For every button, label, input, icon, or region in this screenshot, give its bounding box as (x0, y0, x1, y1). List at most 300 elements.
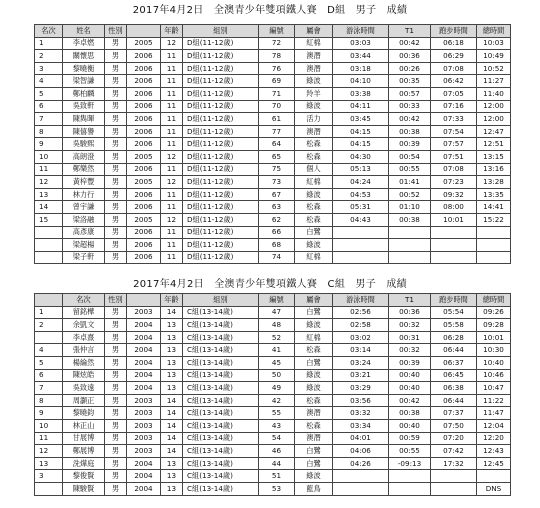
table-cell: 10 (35, 419, 63, 432)
table-cell: 12:00 (477, 113, 511, 126)
table-cell: 00:52 (389, 188, 431, 201)
table-cell: 03:03 (333, 37, 389, 50)
table-cell: 70 (259, 100, 295, 113)
column-header (35, 294, 63, 307)
table-row (35, 226, 511, 239)
table-cell: 00:42 (389, 113, 431, 126)
table-cell: 黎俊賢 (63, 470, 105, 483)
table-cell: 07:20 (431, 432, 477, 445)
table-cell (35, 239, 63, 252)
table-row (35, 100, 511, 113)
table-cell: 2006 (127, 251, 161, 264)
table-cell (431, 470, 477, 483)
table-cell: 男 (105, 319, 127, 332)
table-row (35, 176, 511, 189)
table-cell: 10:03 (477, 37, 511, 50)
table-row (35, 445, 511, 458)
table-cell: -09:13 (389, 457, 431, 470)
column-header: 跑步時間 (431, 25, 477, 38)
table-cell: 13 (161, 470, 183, 483)
table-cell (389, 239, 431, 252)
table-cell: 03:56 (333, 394, 389, 407)
table-cell: C組(13-14歲) (183, 432, 259, 445)
table-cell: 男 (105, 445, 127, 458)
column-header: 性別 (105, 294, 127, 307)
table-cell: 10:01 (431, 213, 477, 226)
table-cell: 2003 (127, 407, 161, 420)
table-cell: 鄭柏麟 (63, 87, 105, 100)
table-cell: 03:18 (333, 62, 389, 75)
table-cell: 00:38 (389, 407, 431, 420)
table-cell: 10:01 (477, 331, 511, 344)
table-cell: 04:30 (333, 150, 389, 163)
table-cell: 12:00 (477, 100, 511, 113)
table-cell: 06:18 (431, 37, 477, 50)
table-cell: C組(13-14歲) (183, 306, 259, 319)
table-cell: 06:28 (431, 331, 477, 344)
table-cell: 13 (35, 457, 63, 470)
table-cell: 07:50 (431, 419, 477, 432)
table-cell: 松森 (295, 201, 333, 214)
table-cell: 男 (105, 239, 127, 252)
table-cell: 黎曉鈞 (63, 407, 105, 420)
table-cell: 鄭展博 (63, 445, 105, 458)
table-cell: 男 (105, 100, 127, 113)
table-cell: D組(11-12歲) (183, 213, 259, 226)
table-cell: 03:14 (333, 344, 389, 357)
table-cell: 男 (105, 432, 127, 445)
table-cell: 00:40 (389, 419, 431, 432)
table-cell: C組(13-14歲) (183, 344, 259, 357)
table-cell: 13 (161, 344, 183, 357)
table-cell: 04:15 (333, 125, 389, 138)
table-cell: 07:08 (431, 163, 477, 176)
table-cell (333, 470, 389, 483)
table-cell: 吳致軒 (63, 100, 105, 113)
table-row (35, 138, 511, 151)
table-row (35, 150, 511, 163)
table-cell (431, 482, 477, 495)
table-cell: 綠波 (295, 382, 333, 395)
table-cell: 00:36 (389, 50, 431, 63)
table-row (35, 37, 511, 50)
table-cell: 13 (161, 382, 183, 395)
table-cell (431, 239, 477, 252)
table-cell: 54 (259, 432, 295, 445)
table-cell: 紅棉 (295, 331, 333, 344)
table-cell: 03:21 (333, 369, 389, 382)
table-cell: 03:45 (333, 113, 389, 126)
table-cell (477, 251, 511, 264)
table-cell: 14 (35, 201, 63, 214)
column-header: 屬會 (295, 25, 333, 38)
table-cell: 藍鳥 (295, 482, 333, 495)
table-cell: 14 (161, 432, 183, 445)
table-cell: 綠波 (295, 369, 333, 382)
table-cell: 00:57 (389, 87, 431, 100)
table-cell (431, 251, 477, 264)
table-cell: 07:42 (431, 445, 477, 458)
table-cell: C組(13-14歲) (183, 319, 259, 332)
column-header: 編號 (259, 294, 295, 307)
table-cell: 12:20 (477, 432, 511, 445)
table-cell (389, 251, 431, 264)
table-cell: C組(13-14歲) (183, 407, 259, 420)
table-cell: 2004 (127, 331, 161, 344)
table-cell: 男 (105, 251, 127, 264)
table-cell: 2006 (127, 62, 161, 75)
table-cell: 男 (105, 113, 127, 126)
table-cell: 梁子軒 (63, 251, 105, 264)
table-cell: 男 (105, 394, 127, 407)
table-cell: C組(13-14歲) (183, 356, 259, 369)
table-cell: 00:59 (389, 432, 431, 445)
column-header: T1 (389, 294, 431, 307)
table-cell: 關懷思 (63, 50, 105, 63)
table-cell: 活力 (295, 113, 333, 126)
table-cell: 男 (105, 306, 127, 319)
table-cell: 00:32 (389, 319, 431, 332)
table-cell: 02:56 (333, 306, 389, 319)
table-row (35, 331, 511, 344)
table-cell: 15 (35, 213, 63, 226)
table-cell: 10:52 (477, 62, 511, 75)
header-row (35, 294, 511, 307)
table-cell: 04:15 (333, 138, 389, 151)
table-cell: 74 (259, 251, 295, 264)
table-cell: 8 (35, 394, 63, 407)
table-cell: D組(11-12歲) (183, 75, 259, 88)
table-cell: 張仲言 (63, 344, 105, 357)
table-cell: 男 (105, 382, 127, 395)
table-cell: 69 (259, 75, 295, 88)
table-cell: 澳潛 (295, 125, 333, 138)
table-cell: 13 (161, 482, 183, 495)
table-cell: 03:02 (333, 331, 389, 344)
table-cell: 12:43 (477, 445, 511, 458)
table-cell: 2004 (127, 457, 161, 470)
table-cell: 13:35 (477, 188, 511, 201)
table-row (35, 407, 511, 420)
table-cell: 12:45 (477, 457, 511, 470)
column-header: 屬會 (295, 294, 333, 307)
table-cell: 5 (35, 87, 63, 100)
table-cell: D組(11-12歲) (183, 138, 259, 151)
c-group-title: 2017年4月2日 全澳青少年雙項鐵人賽 C組 男子 成績 (133, 279, 407, 290)
table-row (35, 201, 511, 214)
table-cell: 男 (105, 226, 127, 239)
table-cell: 14 (161, 407, 183, 420)
table-cell: 67 (259, 188, 295, 201)
table-cell (333, 482, 389, 495)
table-cell: 03:32 (333, 407, 389, 420)
table-cell: 10:49 (477, 50, 511, 63)
table-cell: 73 (259, 176, 295, 189)
table-cell: 04:01 (333, 432, 389, 445)
table-cell: 62 (259, 213, 295, 226)
table-cell: 澳潛 (295, 432, 333, 445)
column-header: 年齡 (161, 25, 183, 38)
table-cell: 2003 (127, 432, 161, 445)
table-cell: 1 (35, 306, 63, 319)
table-cell: C組(13-14歲) (183, 419, 259, 432)
table-cell: 3 (35, 62, 63, 75)
table-cell: 男 (105, 457, 127, 470)
table-row (35, 432, 511, 445)
table-row (35, 382, 511, 395)
table-cell: 陳炫皓 (63, 369, 105, 382)
table-cell: C組(13-14歲) (183, 369, 259, 382)
table-cell: 8 (35, 125, 63, 138)
table-cell: 澳潛 (295, 407, 333, 420)
table-cell: 6 (35, 369, 63, 382)
table-cell: 澳潛 (295, 50, 333, 63)
table-cell: 男 (105, 331, 127, 344)
table-cell: C組(13-14歲) (183, 394, 259, 407)
table-cell: 06:45 (431, 369, 477, 382)
table-cell: 2004 (127, 356, 161, 369)
table-cell: 2006 (127, 201, 161, 214)
table-cell: 12:47 (477, 125, 511, 138)
table-cell: 2004 (127, 319, 161, 332)
table-cell: 3 (35, 470, 63, 483)
table-cell: 綠波 (295, 75, 333, 88)
table-cell: 09:28 (477, 319, 511, 332)
table-cell: 06:37 (431, 356, 477, 369)
table-row (35, 62, 511, 75)
table-cell: 2006 (127, 138, 161, 151)
table-cell (477, 226, 511, 239)
table-cell: 9 (35, 407, 63, 420)
table-cell: 綠波 (295, 319, 333, 332)
table-cell: 13:15 (477, 150, 511, 163)
table-cell: 男 (105, 50, 127, 63)
table-cell: 06:44 (431, 394, 477, 407)
table-cell: 11 (161, 239, 183, 252)
table-cell: 11 (161, 75, 183, 88)
table-cell: 03:38 (333, 87, 389, 100)
table-cell: 綠波 (295, 239, 333, 252)
table-cell: 高彥康 (63, 226, 105, 239)
table-cell: 2005 (127, 176, 161, 189)
table-cell: D組(11-12歲) (183, 50, 259, 63)
table-cell: 男 (105, 188, 127, 201)
table-cell: 41 (259, 344, 295, 357)
table-cell: 07:54 (431, 125, 477, 138)
table-cell: 13 (161, 457, 183, 470)
table-cell: 07:05 (431, 87, 477, 100)
table-cell: 男 (105, 419, 127, 432)
c-group-results-table (34, 293, 511, 496)
table-row (35, 251, 511, 264)
table-cell: 43 (259, 419, 295, 432)
table-cell: 男 (105, 163, 127, 176)
table-cell: 2006 (127, 100, 161, 113)
table-cell: 11 (161, 163, 183, 176)
table-cell: 14 (161, 419, 183, 432)
table-cell: 04:53 (333, 188, 389, 201)
table-row (35, 125, 511, 138)
table-cell: 羚羊 (295, 87, 333, 100)
table-cell: D組(11-12歲) (183, 188, 259, 201)
table-cell: 洗燁庭 (63, 457, 105, 470)
table-row (35, 319, 511, 332)
table-cell: 陳駿賢 (63, 482, 105, 495)
table-cell: 綠波 (295, 470, 333, 483)
table-cell: 03:34 (333, 419, 389, 432)
table-cell: 00:32 (389, 344, 431, 357)
table-row (35, 113, 511, 126)
table-cell: 12 (35, 445, 63, 458)
table-cell: 06:42 (431, 75, 477, 88)
table-cell: 12 (161, 213, 183, 226)
table-cell: 11 (35, 163, 63, 176)
table-cell: 松森 (295, 213, 333, 226)
table-cell: 2006 (127, 87, 161, 100)
table-cell: 2003 (127, 394, 161, 407)
table-cell: 01:41 (389, 176, 431, 189)
table-cell: 男 (105, 470, 127, 483)
table-cell: 00:42 (389, 394, 431, 407)
table-cell: 2006 (127, 188, 161, 201)
table-cell: 55 (259, 407, 295, 420)
table-cell: 13 (161, 369, 183, 382)
table-cell: 男 (105, 344, 127, 357)
table-row (35, 470, 511, 483)
table-cell: 5 (35, 356, 63, 369)
table-cell: 11 (35, 432, 63, 445)
table-cell: 2004 (127, 482, 161, 495)
table-cell: 78 (259, 50, 295, 63)
table-cell: 11:47 (477, 407, 511, 420)
table-cell: C組(13-14歲) (183, 445, 259, 458)
table-cell: 09:32 (431, 188, 477, 201)
table-cell: 11:22 (477, 394, 511, 407)
table-cell (333, 226, 389, 239)
table-cell: 陳雋暉 (63, 113, 105, 126)
table-cell: C組(13-14歲) (183, 470, 259, 483)
table-cell: 07:16 (431, 100, 477, 113)
table-cell: 12 (161, 150, 183, 163)
table-cell: 甘展博 (63, 432, 105, 445)
table-cell: 13 (161, 331, 183, 344)
table-cell: 05:58 (431, 319, 477, 332)
table-cell (389, 482, 431, 495)
table-cell: 07:08 (431, 62, 477, 75)
table-cell: 2006 (127, 50, 161, 63)
table-cell: 男 (105, 150, 127, 163)
table-cell: 松森 (295, 344, 333, 357)
table-cell (389, 470, 431, 483)
table-cell: 49 (259, 382, 295, 395)
table-cell: 65 (259, 150, 295, 163)
table-cell: 13 (161, 319, 183, 332)
table-cell: 00:42 (389, 37, 431, 50)
table-cell: C組(13-14歲) (183, 382, 259, 395)
table-cell: 00:38 (389, 125, 431, 138)
table-cell: 13 (161, 356, 183, 369)
table-cell: 11:27 (477, 75, 511, 88)
table-cell: 2006 (127, 75, 161, 88)
table-cell: 11 (161, 100, 183, 113)
table-cell: D組(11-12歲) (183, 226, 259, 239)
table-cell: 梁超楊 (63, 239, 105, 252)
column-header: 名次 (63, 294, 105, 307)
table-cell: 7 (35, 382, 63, 395)
table-cell: 10:47 (477, 382, 511, 395)
table-cell: 45 (259, 356, 295, 369)
table-cell: 17:32 (431, 457, 477, 470)
d-group-results-table (34, 24, 511, 264)
table-cell: 2006 (127, 163, 161, 176)
table-cell: D組(11-12歲) (183, 113, 259, 126)
table-cell: D組(11-12歲) (183, 163, 259, 176)
table-row (35, 239, 511, 252)
table-cell: 02:58 (333, 319, 389, 332)
table-cell: 07:37 (431, 407, 477, 420)
table-cell: 男 (105, 213, 127, 226)
table-cell: 50 (259, 369, 295, 382)
column-header: 姓名 (63, 25, 105, 38)
table-cell: 53 (259, 482, 295, 495)
table-cell: 1 (35, 37, 63, 50)
table-cell: 47 (259, 306, 295, 319)
table-cell (35, 331, 63, 344)
table-cell: 04:26 (333, 457, 389, 470)
table-cell: 12:04 (477, 419, 511, 432)
table-cell: 07:33 (431, 113, 477, 126)
table-cell: 2006 (127, 125, 161, 138)
table-cell: D組(11-12歲) (183, 87, 259, 100)
table-cell: 2003 (127, 445, 161, 458)
table-cell: 14:41 (477, 201, 511, 214)
table-cell: 66 (259, 226, 295, 239)
table-cell: D組(11-12歲) (183, 37, 259, 50)
table-cell: 00:54 (389, 150, 431, 163)
table-cell: 周灝正 (63, 394, 105, 407)
table-cell: 64 (259, 138, 295, 151)
table-cell: 00:26 (389, 62, 431, 75)
table-cell: 12 (35, 176, 63, 189)
table-cell: 00:36 (389, 306, 431, 319)
table-cell: 紅棉 (295, 251, 333, 264)
table-cell: 12 (161, 37, 183, 50)
table-cell (333, 251, 389, 264)
table-cell: 14 (161, 445, 183, 458)
table-cell: 留銘樺 (63, 306, 105, 319)
table-cell: 06:44 (431, 344, 477, 357)
table-cell: 11 (161, 188, 183, 201)
table-row (35, 394, 511, 407)
table-cell: 林正山 (63, 419, 105, 432)
table-cell: 男 (105, 176, 127, 189)
table-cell: 00:39 (389, 356, 431, 369)
table-cell: 76 (259, 62, 295, 75)
table-row (35, 356, 511, 369)
table-cell: 13:16 (477, 163, 511, 176)
table-cell: 14 (161, 306, 183, 319)
table-cell: 李卓燃 (63, 37, 105, 50)
table-cell (477, 239, 511, 252)
table-cell: 白鷺 (295, 445, 333, 458)
table-cell: 紅棉 (295, 176, 333, 189)
table-cell: 2 (35, 50, 63, 63)
table-cell: 松森 (295, 138, 333, 151)
column-header: 組別 (183, 294, 259, 307)
table-cell: 72 (259, 37, 295, 50)
table-cell: 00:38 (389, 213, 431, 226)
table-cell: 男 (105, 125, 127, 138)
